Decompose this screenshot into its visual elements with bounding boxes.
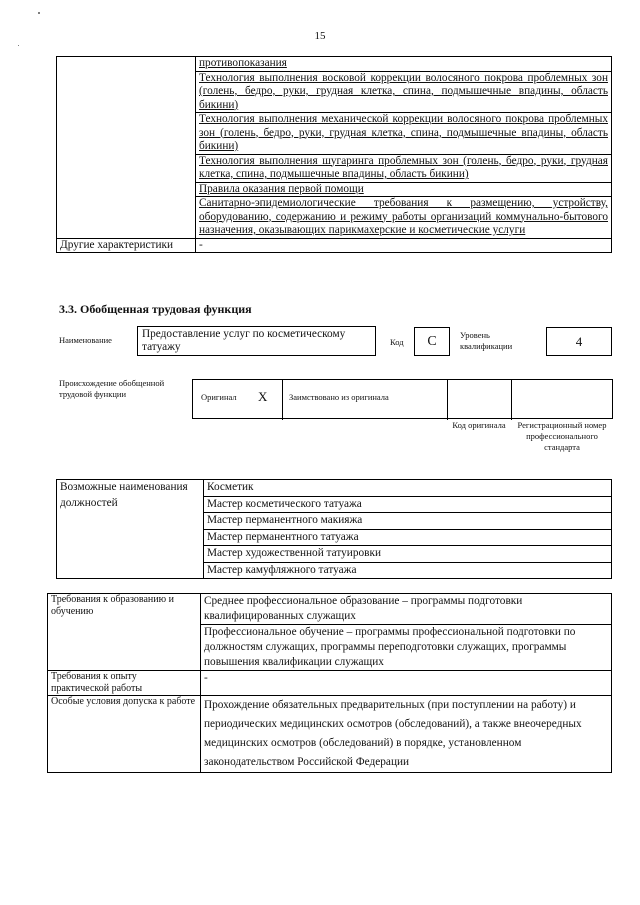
original-label: Оригинал bbox=[201, 392, 237, 402]
table-cell: Технология выполнения восковой коррекции волосяного покрова проблемных зон (голень, бедро, руки, грудная клетка, спина, подмышечные впадины, область бикини) bbox=[196, 71, 612, 113]
table-cell: Прохождение обязательных предварительных (при поступлении на работу) и периодических медицинских осмотров (обследований), а также внеочередных медицинских осмотров (обследований) в порядке, установленном законодательством Российской Федерации bbox=[201, 696, 612, 773]
table-cell: - bbox=[201, 671, 612, 696]
position-item: Мастер перманентного макияжа bbox=[204, 513, 612, 530]
row-label: Требования к опыту практической работы bbox=[48, 671, 201, 696]
row-label: Требования к образованию и обучению bbox=[48, 594, 201, 671]
code-value: C bbox=[414, 327, 450, 356]
borrowed-label: Заимствовано из оригинала bbox=[289, 392, 389, 402]
divider bbox=[447, 380, 448, 420]
row-label: Особые условия допуска к работе bbox=[48, 696, 201, 773]
level-label: Уровень квалификации bbox=[460, 330, 513, 351]
position-item: Мастер художественной татуировки bbox=[204, 546, 612, 563]
knowledge-table bbox=[56, 56, 612, 253]
scan-speck bbox=[18, 45, 19, 46]
reg-number-label: Регистрационный номер профессионального стандарта bbox=[517, 420, 607, 452]
table-cell: Технология выполнения шугаринга проблемных зон (голень, бедро, руки, грудная клетка, спина, подмышечные впадины, область бикини) bbox=[196, 154, 612, 182]
row-label: Другие характеристики bbox=[57, 238, 196, 253]
requirements-table bbox=[47, 593, 612, 773]
table-cell: Санитарно-эпидемиологические требования к размещению, устройству, оборудованию, содержанию и режиму работы организаций коммунально-бытового назначения, оказывающих парикмахерские и косметические услуги bbox=[196, 197, 612, 239]
level-value: 4 bbox=[546, 327, 612, 356]
origin-box bbox=[192, 379, 613, 419]
name-value: Предоставление услуг по косметическому татуажу bbox=[137, 326, 376, 356]
code-original-label: Код оригинала bbox=[452, 420, 506, 430]
code-label: Код bbox=[390, 337, 404, 347]
scan-speck bbox=[38, 12, 40, 14]
position-item: Мастер перманентного татуажа bbox=[204, 529, 612, 546]
empty-label-cell bbox=[57, 57, 196, 239]
page-number: 15 bbox=[314, 30, 326, 42]
original-mark: X bbox=[258, 389, 268, 404]
table-cell: противопоказания bbox=[196, 57, 612, 72]
row-label: Возможные наименования должностей bbox=[57, 480, 204, 579]
origin-label: Происхождение обобщенной трудовой функции bbox=[59, 378, 165, 399]
section-heading: 3.3. Обобщенная трудовая функция bbox=[59, 302, 252, 316]
table-cell: - bbox=[196, 238, 612, 253]
position-item: Косметик bbox=[204, 480, 612, 497]
name-label: Наименование bbox=[59, 335, 112, 345]
position-item: Мастер камуфляжного татуажа bbox=[204, 562, 612, 579]
positions-table bbox=[56, 479, 612, 579]
table-cell: Среднее профессиональное образование – программы подготовки квалифицированных служащих bbox=[201, 594, 612, 625]
table-cell: Профессиональное обучение – программы профессиональной подготовки по должностям служащих, программы переподготовки служащих, программы повышения квалификации служащих bbox=[201, 625, 612, 671]
position-item: Мастер косметического татуажа bbox=[204, 496, 612, 513]
table-cell: Технология выполнения механической коррекции волосяного покрова проблемных зон (голень, бедро, руки, грудная клетка, спина, подмышечные впадины, область бикини) bbox=[196, 113, 612, 155]
table-cell: Правила оказания первой помощи bbox=[196, 182, 612, 197]
divider bbox=[511, 380, 512, 420]
divider bbox=[282, 380, 283, 420]
